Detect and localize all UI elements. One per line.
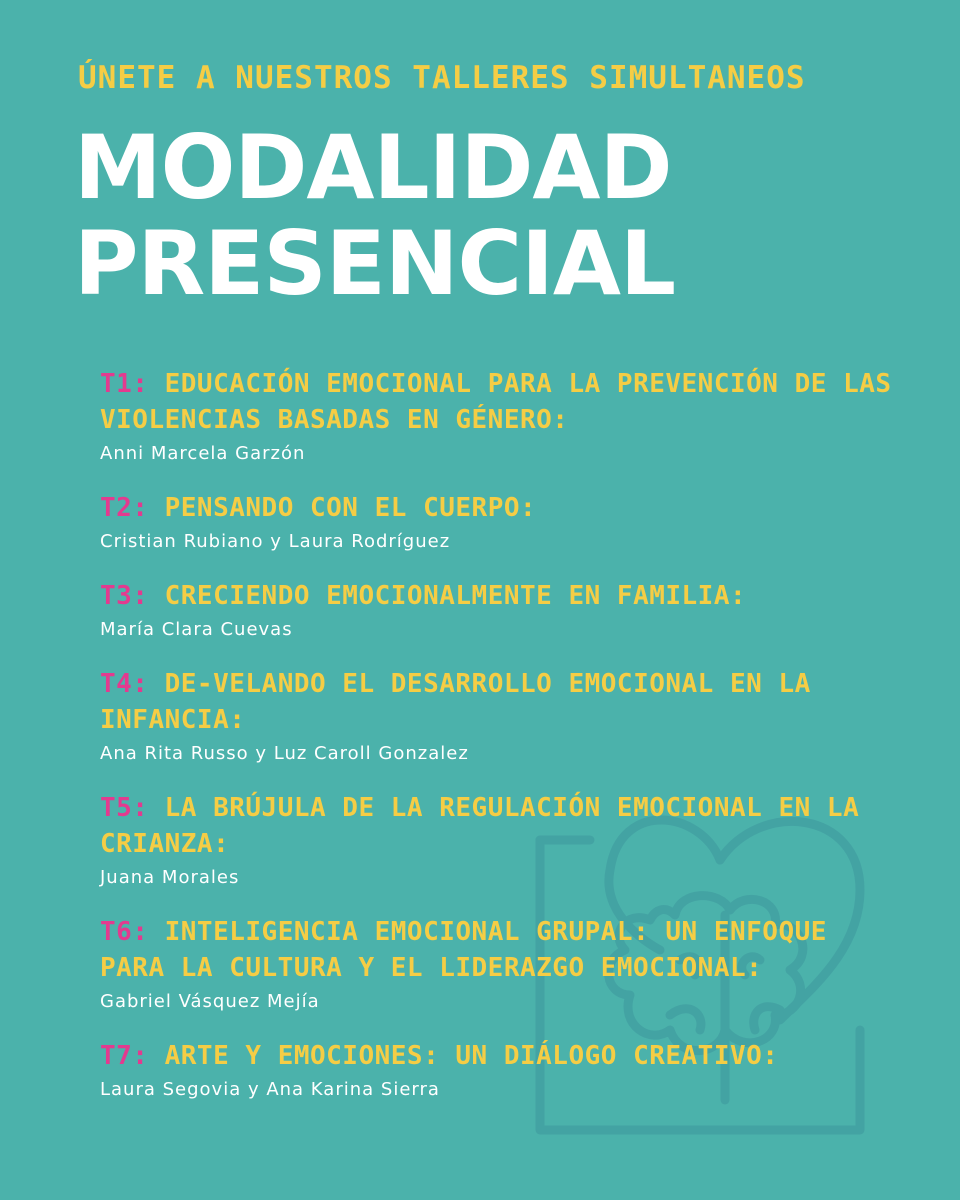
workshop-speaker: Anni Marcela Garzón xyxy=(100,443,306,464)
workshop-name: INTELIGENCIA EMOCIONAL GRUPAL: UN ENFOQUE PARA LA CULTURA Y EL LIDERAZGO EMOCIONAL: xyxy=(100,917,827,983)
title-line-2: PRESENCIAL xyxy=(74,212,676,315)
workshop-title xyxy=(100,366,900,438)
workshop-code: T7: xyxy=(100,1041,149,1071)
workshop-name: PENSANDO CON EL CUERPO: xyxy=(164,493,537,523)
workshop-title xyxy=(100,790,900,862)
workshop-item-t2 xyxy=(100,490,900,556)
workshop-title xyxy=(100,490,900,526)
workshop-speaker: María Clara Cuevas xyxy=(100,619,293,640)
workshop-item-t7 xyxy=(100,1038,900,1104)
workshop-item-t4 xyxy=(100,666,900,768)
workshop-speaker: Ana Rita Russo y Luz Caroll Gonzalez xyxy=(100,743,469,764)
invitation-kicker: ÚNETE A NUESTROS TALLERES SIMULTANEOS xyxy=(78,60,806,96)
workshop-list xyxy=(100,366,900,1126)
workshop-name: CRECIENDO EMOCIONALMENTE EN FAMILIA: xyxy=(164,581,747,611)
workshop-title xyxy=(100,1038,900,1074)
workshop-title xyxy=(100,578,900,614)
workshop-item-t5 xyxy=(100,790,900,892)
workshop-code: T2: xyxy=(100,493,149,523)
workshop-code: T5: xyxy=(100,793,149,823)
workshop-speaker: Juana Morales xyxy=(100,867,240,888)
workshop-code: T3: xyxy=(100,581,149,611)
workshop-name: LA BRÚJULA DE LA REGULACIÓN EMOCIONAL EN LA CRIANZA: xyxy=(100,793,860,859)
page-title xyxy=(74,116,676,315)
workshop-item-t3 xyxy=(100,578,900,644)
workshop-title xyxy=(100,914,900,986)
workshop-name: EDUCACIÓN EMOCIONAL PARA LA PREVENCIÓN DE LAS VIOLENCIAS BASADAS EN GÉNERO: xyxy=(100,369,892,435)
workshop-speaker: Gabriel Vásquez Mejía xyxy=(100,991,320,1012)
workshop-speaker: Cristian Rubiano y Laura Rodríguez xyxy=(100,531,451,552)
workshop-item-t1 xyxy=(100,366,900,468)
workshop-code: T1: xyxy=(100,369,149,399)
workshop-title xyxy=(100,666,900,738)
workshop-item-t6 xyxy=(100,914,900,1016)
workshop-name: ARTE Y EMOCIONES: UN DIÁLOGO CREATIVO: xyxy=(164,1041,779,1071)
workshop-speaker: Laura Segovia y Ana Karina Sierra xyxy=(100,1079,440,1100)
workshop-name: DE-VELANDO EL DESARROLLO EMOCIONAL EN LA INFANCIA: xyxy=(100,669,811,735)
title-line-1: MODALIDAD xyxy=(74,116,672,219)
workshop-code: T6: xyxy=(100,917,149,947)
workshop-code: T4: xyxy=(100,669,149,699)
